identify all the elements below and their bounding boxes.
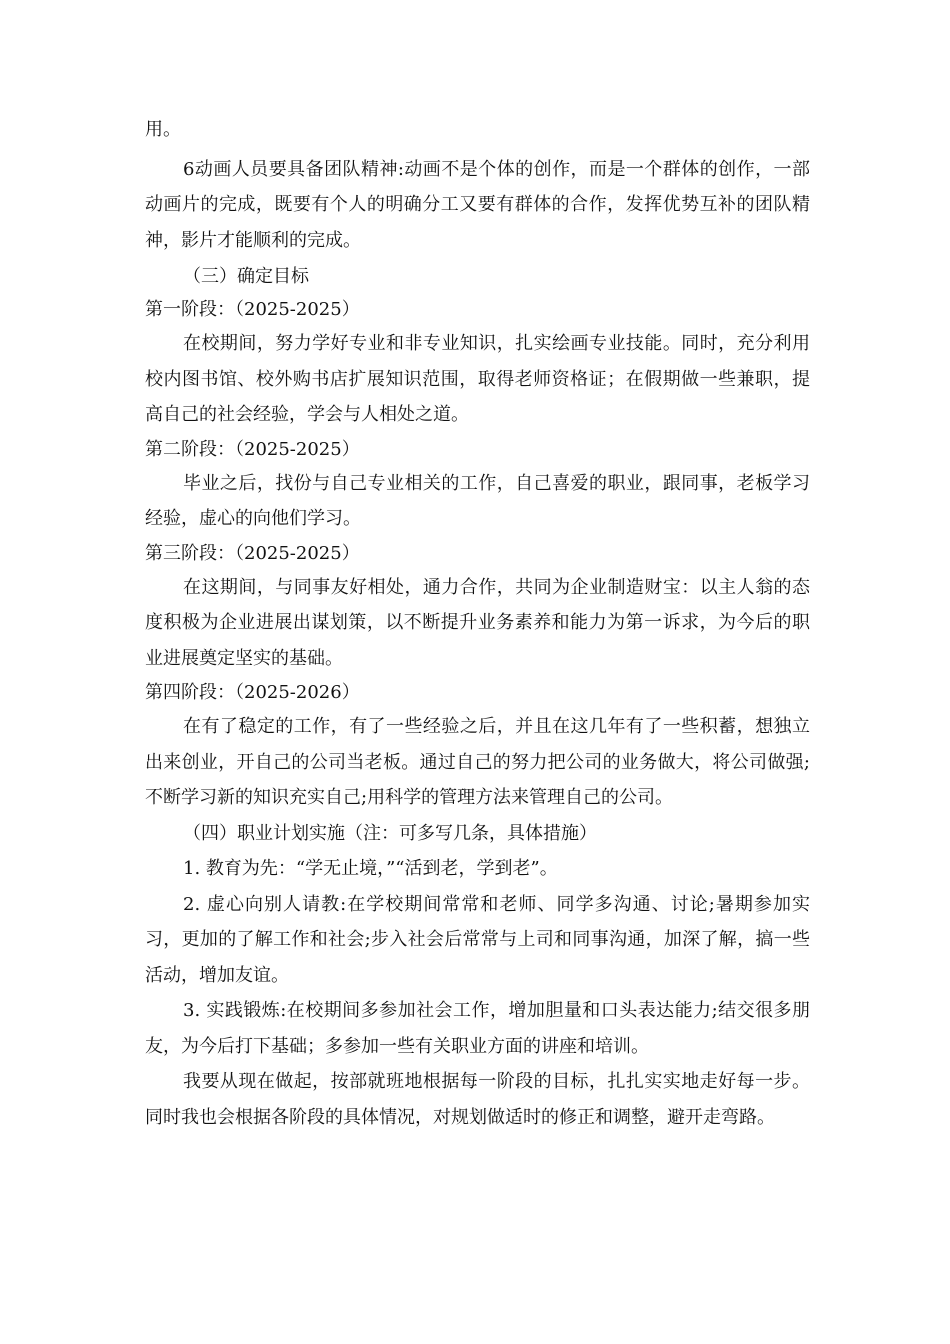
measure-item-2: 2. 虚心向别人请教:在学校期间常常和老师、同学多沟通、讨论;暑期参加实习，更加的了解工作和社会;步入社会后常常与上司和同事沟通，加深了解，搞一些活动，增加友谊。 (145, 893, 810, 986)
paragraph-team-spirit: 6动画人员要具备团队精神:动画不是个体的创作，而是一个群体的创作，一部动画片的完成，既要有个人的明确分工又要有群体的合作，发挥优势互补的团队精神，影片才能顺利的完成。 (145, 158, 810, 251)
stage-body-2: 毕业之后，找份与自己专业相关的工作，自己喜爱的职业，跟同事，老板学习经验，虚心的向他们学习。 (145, 472, 810, 529)
document-body (145, 112, 810, 1135)
stage-body-3: 在这期间，与同事友好相处，通力合作，共同为企业制造财宝：以主人翁的态度积极为企业进展出谋划策，以不断提升业务素养和能力为第一诉求，为今后的职业进展奠定坚实的基础。 (145, 576, 810, 669)
section-heading-implementation: （四）职业计划实施（注：可多写几条，具体措施） (183, 822, 597, 844)
closing-paragraph: 我要从现在做起，按部就班地根据每一阶段的目标，扎扎实实地走好每一步。同时我也会根据各阶段的具体情况，对规划做适时的修正和调整，避开走弯路。 (145, 1071, 810, 1128)
stage-heading-3: 第三阶段：（2025-2025） (145, 542, 360, 564)
stage-heading-2: 第二阶段：（2025-2025） (145, 438, 360, 460)
measure-item-3: 3. 实践锻炼:在校期间多参加社会工作，增加胆量和口头表达能力;结交很多朋友，为今后打下基础；多参加一些有关职业方面的讲座和培训。 (145, 1000, 810, 1057)
stage-body-4: 在有了稳定的工作，有了一些经验之后，并且在这几年有了一些积蓄，想独立出来创业，开自己的公司当老板。通过自己的努力把公司的业务做大，将公司做强;不断学习新的知识充实自己;用科学的管理方法来管理自己的公司。 (145, 716, 810, 808)
stage-heading-4: 第四阶段：（2025-2026） (145, 682, 360, 703)
section-heading-goals: （三）确定目标 (183, 266, 309, 287)
stage-heading-1: 第一阶段：（2025-2025） (145, 299, 360, 320)
measure-item-1: 1. 教育为先：“学无止境，”“活到老，学到老”。 (183, 858, 558, 879)
paragraph-continuation: 用。 (145, 119, 181, 140)
stage-body-1: 在校期间，努力学好专业和非专业知识，扎实绘画专业技能。同时，充分利用校内图书馆、校外购书店扩展知识范围，取得老师资格证；在假期做一些兼职，提高自己的社会经验，学会与人相处之道。 (145, 333, 810, 425)
